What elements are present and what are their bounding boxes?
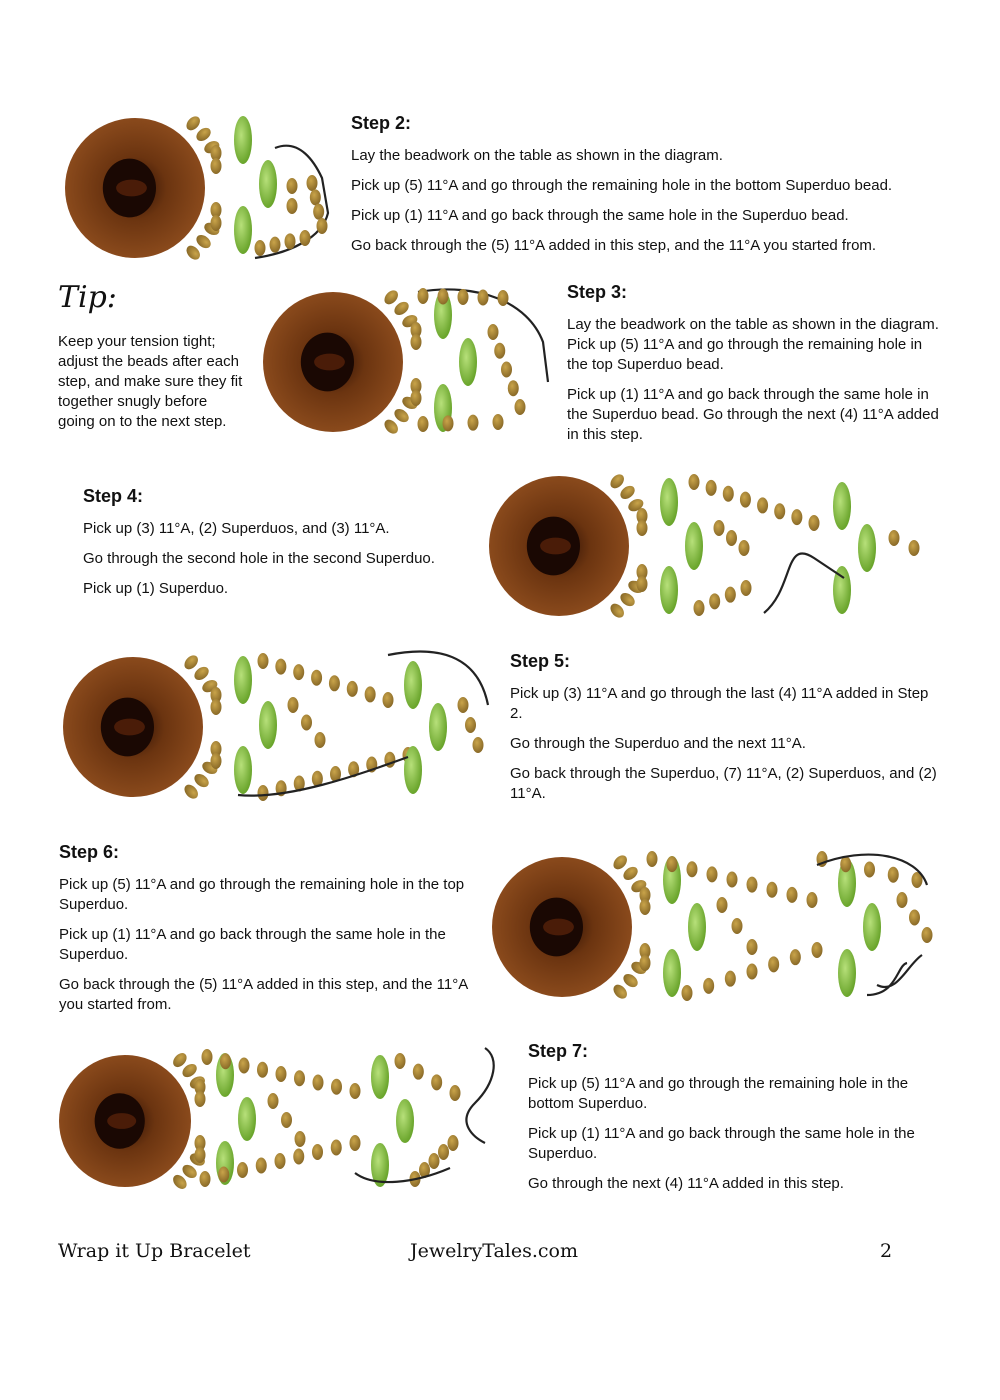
seed-bead bbox=[392, 299, 411, 318]
superduo-bead bbox=[663, 949, 681, 997]
superduo-bead bbox=[259, 701, 277, 749]
seed-bead bbox=[706, 480, 717, 496]
seed-bead bbox=[195, 1091, 206, 1107]
seed-bead bbox=[418, 416, 429, 432]
button-bead bbox=[492, 857, 632, 997]
seed-bead bbox=[182, 653, 201, 672]
seed-bead bbox=[195, 1147, 206, 1163]
seed-bead bbox=[383, 692, 394, 708]
seed-bead bbox=[220, 1053, 231, 1069]
seed-bead bbox=[741, 580, 752, 596]
seed-bead bbox=[618, 590, 637, 609]
seed-bead bbox=[790, 949, 801, 965]
seed-bead bbox=[621, 864, 640, 883]
button-bead bbox=[59, 1055, 191, 1187]
superduo-bead bbox=[838, 949, 856, 997]
seed-bead bbox=[268, 1093, 279, 1109]
seed-bead bbox=[757, 497, 768, 513]
step-title: Step 5: bbox=[510, 651, 571, 671]
seed-bead bbox=[448, 1135, 459, 1151]
seed-bead bbox=[888, 867, 899, 883]
step-line: Pick up (1) 11°A and go back through the same hole in the Superduo. bbox=[528, 1125, 915, 1162]
superduo-bead bbox=[371, 1055, 389, 1099]
seed-bead bbox=[498, 290, 509, 306]
step-line: Go back through the Superduo, (7) 11°A, (2) Superduos, and (2) 11°A. bbox=[510, 765, 937, 802]
tip-title: Tip: bbox=[58, 280, 117, 315]
superduo-bead bbox=[685, 522, 703, 570]
superduo-bead bbox=[404, 746, 422, 794]
superduo-bead bbox=[238, 1097, 256, 1141]
step-6-diagram bbox=[487, 845, 942, 1010]
superduo-bead bbox=[234, 206, 252, 254]
step-2 bbox=[351, 113, 951, 266]
seed-bead bbox=[293, 1149, 304, 1165]
seed-bead bbox=[438, 289, 449, 305]
seed-bead bbox=[640, 955, 651, 971]
step-title: Step 3: bbox=[567, 282, 628, 302]
seed-bead bbox=[723, 486, 734, 502]
seed-bead bbox=[287, 198, 298, 214]
seed-bead bbox=[747, 939, 758, 955]
step-line: Go through the Superduo and the next 11°A. bbox=[510, 735, 806, 752]
seed-bead bbox=[182, 782, 201, 801]
seed-bead bbox=[331, 1079, 342, 1095]
seed-bead bbox=[740, 492, 751, 508]
step-line: Go back through the (5) 11°A added in this step, and the 11°A you started from. bbox=[351, 237, 877, 254]
seed-bead bbox=[611, 982, 630, 1001]
step-line: Go through the second hole in the second Superduo. bbox=[83, 550, 435, 567]
footer-website: JewelryTales.com bbox=[410, 1240, 578, 1262]
superduo-bead bbox=[259, 160, 277, 208]
seed-bead bbox=[443, 415, 454, 431]
step-3 bbox=[567, 282, 942, 455]
button-bead bbox=[263, 292, 403, 432]
seed-bead bbox=[647, 851, 658, 867]
seed-bead bbox=[347, 681, 358, 697]
seed-bead bbox=[809, 515, 820, 531]
seed-bead bbox=[897, 892, 908, 908]
step-title: Step 4: bbox=[83, 486, 144, 506]
seed-bead bbox=[331, 1140, 342, 1156]
seed-bead bbox=[608, 601, 627, 620]
step-3-diagram bbox=[258, 282, 553, 442]
step-line: Pick up (1) Superduo. bbox=[83, 580, 229, 597]
seed-bead bbox=[411, 334, 422, 350]
step-line: Lay the beadwork on the table as shown in the diagram. bbox=[351, 147, 723, 164]
seed-bead bbox=[258, 785, 269, 801]
seed-bead bbox=[350, 1135, 361, 1151]
seed-bead bbox=[301, 715, 312, 731]
seed-bead bbox=[211, 158, 222, 174]
seed-bead bbox=[450, 1085, 461, 1101]
seed-bead bbox=[218, 1167, 229, 1183]
seed-bead bbox=[732, 918, 743, 934]
seed-bead bbox=[317, 218, 328, 234]
seed-bead bbox=[413, 1064, 424, 1080]
seed-bead bbox=[922, 927, 933, 943]
seed-bead bbox=[909, 540, 920, 556]
seed-bead bbox=[438, 1144, 449, 1160]
button-bead bbox=[63, 657, 203, 797]
seed-bead bbox=[293, 664, 304, 680]
seed-bead bbox=[747, 964, 758, 980]
superduo-bead bbox=[660, 478, 678, 526]
step-4 bbox=[83, 486, 483, 609]
seed-bead bbox=[200, 1171, 211, 1187]
superduo-bead bbox=[396, 1099, 414, 1143]
superduo-bead bbox=[833, 482, 851, 530]
seed-bead bbox=[687, 861, 698, 877]
step-7 bbox=[528, 1041, 938, 1204]
step-line: Lay the beadwork on the table as shown in the diagram. Pick up (5) 11°A and go through the remaining hole in the top Superduo bead. bbox=[567, 316, 939, 373]
tip-text: Keep your tension tight; adjust the beads after each step, and make sure they fit together snugly before going on to the next step. bbox=[58, 333, 243, 430]
seed-bead bbox=[257, 1062, 268, 1078]
seed-bead bbox=[458, 289, 469, 305]
seed-bead bbox=[295, 1131, 306, 1147]
seed-bead bbox=[411, 390, 422, 406]
seed-bead bbox=[202, 1049, 213, 1065]
seed-bead bbox=[312, 1144, 323, 1160]
seed-bead bbox=[468, 415, 479, 431]
seed-bead bbox=[395, 1053, 406, 1069]
seed-bead bbox=[747, 877, 758, 893]
seed-bead bbox=[458, 697, 469, 713]
seed-bead bbox=[211, 753, 222, 769]
seed-bead bbox=[621, 971, 640, 990]
seed-bead bbox=[508, 380, 519, 396]
seed-bead bbox=[739, 540, 750, 556]
seed-bead bbox=[501, 362, 512, 378]
seed-bead bbox=[726, 530, 737, 546]
seed-bead bbox=[382, 417, 401, 436]
superduo-bead bbox=[660, 566, 678, 614]
seed-bead bbox=[709, 593, 720, 609]
superduo-bead bbox=[429, 703, 447, 751]
superduo-bead bbox=[234, 116, 252, 164]
step-title: Step 2: bbox=[351, 113, 412, 133]
seed-bead bbox=[287, 178, 298, 194]
seed-bead bbox=[767, 882, 778, 898]
seed-bead bbox=[791, 509, 802, 525]
seed-bead bbox=[211, 215, 222, 231]
seed-bead bbox=[618, 483, 637, 502]
step-title: Step 7: bbox=[528, 1041, 589, 1061]
seed-bead bbox=[608, 472, 627, 491]
seed-bead bbox=[294, 1070, 305, 1086]
seed-bead bbox=[787, 887, 798, 903]
seed-bead bbox=[300, 230, 311, 246]
seed-bead bbox=[194, 232, 213, 251]
seed-bead bbox=[239, 1058, 250, 1074]
seed-bead bbox=[774, 503, 785, 519]
step-2-diagram bbox=[60, 108, 340, 268]
seed-bead bbox=[275, 659, 286, 675]
seed-bead bbox=[329, 675, 340, 691]
seed-bead bbox=[864, 862, 875, 878]
step-line: Pick up (5) 11°A and go through the remaining hole in the top Superduo. bbox=[59, 876, 465, 913]
step-line: Pick up (3) 11°A and go through the last (4) 11°A added in Step 2. bbox=[510, 685, 929, 722]
seed-bead bbox=[493, 414, 504, 430]
seed-bead bbox=[768, 956, 779, 972]
seed-bead bbox=[637, 576, 648, 592]
step-line: Pick up (5) 11°A and go through the remaining hole in the bottom Superduo. bbox=[528, 1075, 909, 1112]
seed-bead bbox=[307, 175, 318, 191]
step-line: Pick up (1) 11°A and go back through the same hole in the Superduo. bbox=[59, 926, 446, 963]
seed-bead bbox=[418, 288, 429, 304]
seed-bead bbox=[382, 288, 401, 307]
seed-bead bbox=[285, 233, 296, 249]
seed-bead bbox=[194, 125, 213, 144]
step-line: Pick up (3) 11°A, (2) Superduos, and (3) 11°A. bbox=[83, 520, 390, 537]
step-4-diagram bbox=[484, 468, 929, 628]
seed-bead bbox=[275, 1153, 286, 1169]
superduo-bead bbox=[688, 903, 706, 951]
seed-bead bbox=[270, 237, 281, 253]
seed-bead bbox=[350, 1083, 361, 1099]
seed-bead bbox=[310, 189, 321, 205]
seed-bead bbox=[315, 732, 326, 748]
seed-bead bbox=[211, 699, 222, 715]
seed-bead bbox=[667, 856, 678, 872]
seed-bead bbox=[392, 406, 411, 425]
seed-bead bbox=[184, 243, 203, 262]
seed-bead bbox=[237, 1162, 248, 1178]
step-6 bbox=[59, 842, 469, 1025]
step-line: Pick up (1) 11°A and go back through the same hole in the Superduo bead. bbox=[351, 207, 849, 224]
seed-bead bbox=[515, 399, 526, 415]
seed-bead bbox=[431, 1074, 442, 1090]
seed-bead bbox=[313, 204, 324, 220]
seed-bead bbox=[313, 1075, 324, 1091]
seed-bead bbox=[807, 892, 818, 908]
seed-bead bbox=[909, 910, 920, 926]
seed-bead bbox=[640, 899, 651, 915]
button-bead bbox=[65, 118, 205, 258]
step-line: Pick up (1) 11°A and go back through the same hole in the Superduo bead. Go through the next (4) 11°A added in this step. bbox=[567, 386, 939, 443]
seed-bead bbox=[365, 686, 376, 702]
seed-bead bbox=[256, 1158, 267, 1174]
superduo-bead bbox=[234, 656, 252, 704]
seed-bead bbox=[725, 971, 736, 987]
seed-bead bbox=[494, 343, 505, 359]
seed-bead bbox=[192, 664, 211, 683]
page-number: 2 bbox=[880, 1240, 893, 1262]
seed-bead bbox=[473, 737, 484, 753]
footer-title: Wrap it Up Bracelet bbox=[58, 1240, 251, 1262]
superduo-bead bbox=[404, 661, 422, 709]
superduo-bead bbox=[863, 903, 881, 951]
button-bead bbox=[489, 476, 629, 616]
seed-bead bbox=[258, 653, 269, 669]
step-5-diagram bbox=[58, 645, 498, 810]
seed-bead bbox=[478, 290, 489, 306]
step-line: Go through the next (4) 11°A added in this step. bbox=[528, 1175, 844, 1192]
step-line: Pick up (5) 11°A and go through the remaining hole in the bottom Superduo bead. bbox=[351, 177, 893, 194]
seed-bead bbox=[840, 856, 851, 872]
seed-bead bbox=[727, 872, 738, 888]
seed-bead bbox=[192, 771, 211, 790]
seed-bead bbox=[714, 520, 725, 536]
seed-bead bbox=[276, 1066, 287, 1082]
seed-bead bbox=[812, 942, 823, 958]
seed-bead bbox=[611, 853, 630, 872]
superduo-bead bbox=[858, 524, 876, 572]
step-5 bbox=[510, 651, 940, 814]
step-title: Step 6: bbox=[59, 842, 120, 862]
seed-bead bbox=[281, 1112, 292, 1128]
seed-bead bbox=[682, 985, 693, 1001]
step-7-diagram bbox=[55, 1043, 505, 1193]
seed-bead bbox=[255, 240, 266, 256]
seed-bead bbox=[717, 897, 728, 913]
seed-bead bbox=[689, 474, 700, 490]
seed-bead bbox=[288, 697, 299, 713]
seed-bead bbox=[637, 520, 648, 536]
seed-bead bbox=[694, 600, 705, 616]
seed-bead bbox=[889, 530, 900, 546]
seed-bead bbox=[707, 866, 718, 882]
seed-bead bbox=[184, 114, 203, 133]
seed-bead bbox=[311, 670, 322, 686]
step-line: Go back through the (5) 11°A added in this step, and the 11°A you started from. bbox=[59, 976, 468, 1013]
superduo-bead bbox=[234, 746, 252, 794]
seed-bead bbox=[429, 1153, 440, 1169]
seed-bead bbox=[725, 587, 736, 603]
seed-bead bbox=[488, 324, 499, 340]
seed-bead bbox=[465, 717, 476, 733]
superduo-bead bbox=[459, 338, 477, 386]
seed-bead bbox=[703, 978, 714, 994]
thread bbox=[764, 553, 844, 613]
